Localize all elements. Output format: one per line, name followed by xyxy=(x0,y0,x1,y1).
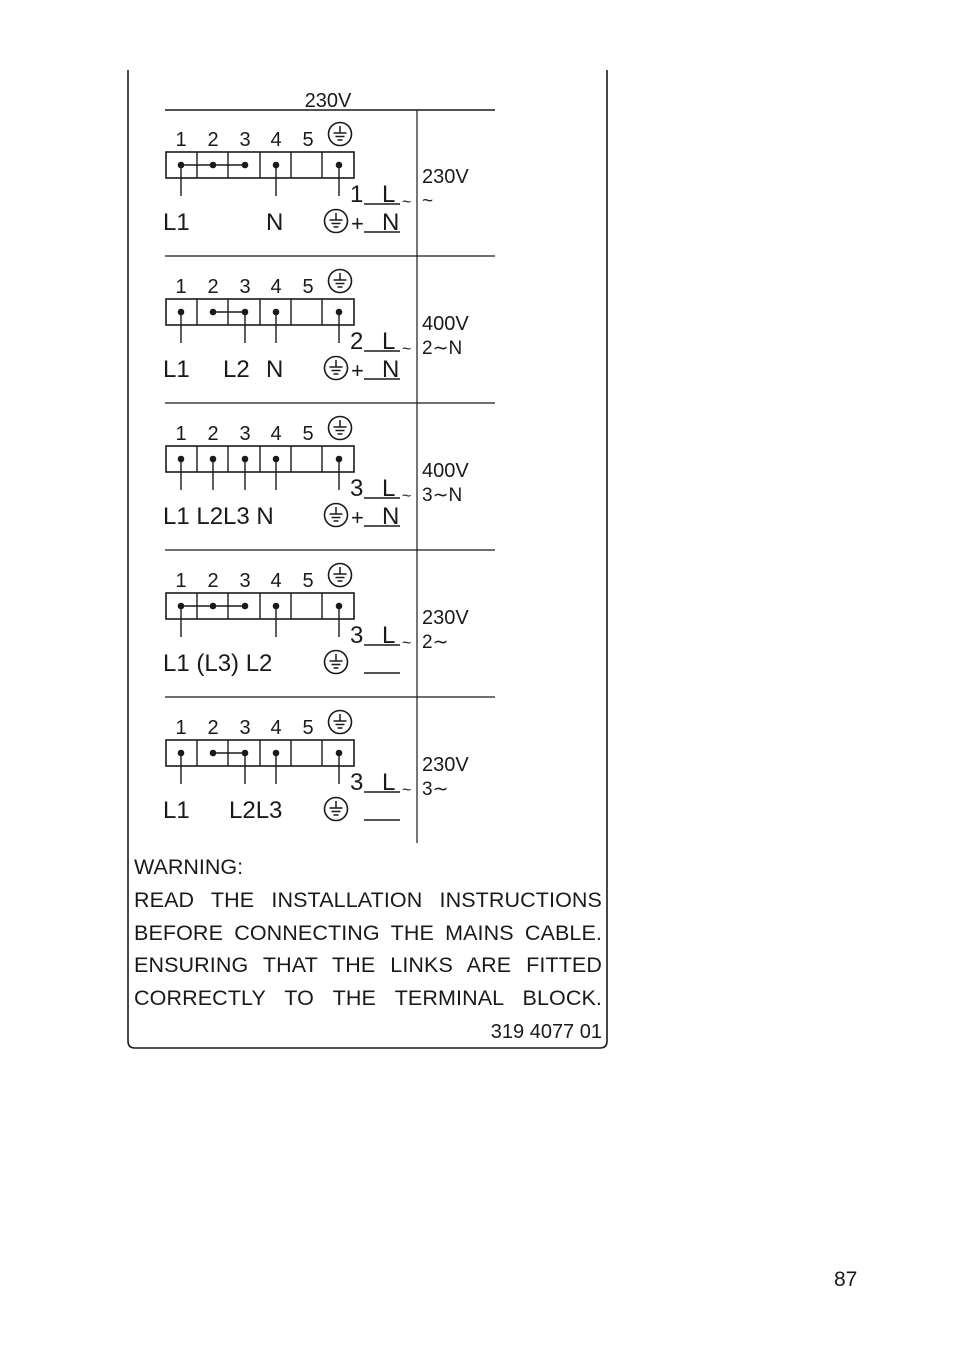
earth-ring xyxy=(329,123,352,146)
terminal-number: 2 xyxy=(207,570,219,592)
earth-ring xyxy=(329,417,352,440)
terminal-number: 4 xyxy=(270,423,282,445)
supply-tilde: ~ xyxy=(402,635,412,652)
phase-label: L2L3 xyxy=(229,797,283,824)
earth-symbol-icon xyxy=(329,123,352,146)
terminal-number: 4 xyxy=(270,570,282,592)
terminal-row-5 xyxy=(163,711,469,825)
phase-label: L1 L2L3 N xyxy=(163,503,274,530)
right-voltage: 400V xyxy=(422,460,469,482)
header-voltage: 230V xyxy=(304,90,352,112)
terminal-number: 2 xyxy=(207,717,219,739)
terminal-row-1 xyxy=(163,123,495,257)
earth-symbol-icon xyxy=(325,798,348,821)
terminal-row-2 xyxy=(163,270,495,404)
plus-sign: + xyxy=(351,211,364,236)
right-voltage: 230V xyxy=(422,754,469,776)
earth-symbol-icon xyxy=(325,504,348,527)
earth-symbol-icon xyxy=(325,210,348,233)
earth-ring xyxy=(325,798,348,821)
earth-symbol-icon xyxy=(329,564,352,587)
terminal-number: 3 xyxy=(239,570,251,592)
terminal-number: 5 xyxy=(302,717,314,739)
supply-tilde: ~ xyxy=(402,782,412,799)
terminal-number: 2 xyxy=(207,276,219,298)
supply-l-label: L xyxy=(382,181,396,208)
terminal-number: 1 xyxy=(175,276,187,298)
plus-sign: + xyxy=(351,358,364,383)
terminal-number: 3 xyxy=(239,276,251,298)
supply-l-label: L xyxy=(382,769,396,796)
supply-n-label: N xyxy=(382,503,400,530)
supply-phase-count: 2 xyxy=(350,328,364,355)
supply-n-label: N xyxy=(382,209,400,236)
earth-symbol-icon xyxy=(329,711,352,734)
terminal-number: 4 xyxy=(270,717,282,739)
terminal-number: 5 xyxy=(302,423,314,445)
page-number: 87 xyxy=(834,1268,858,1291)
phase-label: N xyxy=(266,356,284,383)
earth-symbol-icon xyxy=(325,357,348,380)
supply-tilde: ~ xyxy=(402,194,412,211)
terminal-number: 2 xyxy=(207,423,219,445)
warning-line-4: CORRECTLY TO THE TERMINAL BLOCK. xyxy=(134,985,602,1010)
plus-sign: + xyxy=(351,505,364,530)
phase-label: N xyxy=(266,209,284,236)
terminal-number: 5 xyxy=(302,570,314,592)
earth-ring xyxy=(325,357,348,380)
earth-ring xyxy=(329,564,352,587)
warning-line-1: READ THE INSTALLATION INSTRUCTIONS xyxy=(134,888,602,912)
supply-l-label: L xyxy=(382,622,396,649)
earth-symbol-icon xyxy=(329,417,352,440)
terminal-number: 5 xyxy=(302,129,314,151)
terminal-number: 1 xyxy=(175,423,187,445)
terminal-number: 4 xyxy=(270,129,282,151)
terminal-number: 5 xyxy=(302,276,314,298)
supply-phase-count: 1 xyxy=(350,181,364,208)
right-supply: 2∼ xyxy=(422,632,449,653)
earth-symbol-icon xyxy=(325,651,348,674)
supply-l-label: L xyxy=(382,328,396,355)
terminal-number: 3 xyxy=(239,717,251,739)
terminal-number: 3 xyxy=(239,129,251,151)
supply-tilde: ~ xyxy=(402,341,412,358)
supply-l-label: L xyxy=(382,475,396,502)
warning-title: WARNING: xyxy=(134,855,244,879)
warning-line-2: BEFORE CONNECTING THE MAINS CABLE. xyxy=(134,920,602,945)
supply-phase-count: 3 xyxy=(350,622,364,649)
phase-label: L1 xyxy=(163,797,190,824)
terminal-number: 1 xyxy=(175,129,187,151)
earth-ring xyxy=(325,504,348,527)
terminal-row-4 xyxy=(163,564,495,698)
right-supply: 3∼ xyxy=(422,779,449,800)
supply-phase-count: 3 xyxy=(350,475,364,502)
terminal-number: 3 xyxy=(239,423,251,445)
part-number: 319 4077 01 xyxy=(490,1021,602,1043)
right-voltage: 230V xyxy=(422,166,469,188)
supply-phase-count: 3 xyxy=(350,769,364,796)
phase-label: L1 xyxy=(163,209,190,236)
warning-line-3: ENSURING THAT THE LINKS ARE FITTED xyxy=(134,953,602,977)
earth-symbol-icon xyxy=(329,270,352,293)
right-voltage: 230V xyxy=(422,607,469,629)
earth-ring xyxy=(325,651,348,674)
terminal-number: 2 xyxy=(207,129,219,151)
supply-n-label: N xyxy=(382,356,400,383)
terminal-number: 1 xyxy=(175,717,187,739)
terminal-row-3 xyxy=(163,417,495,551)
earth-ring xyxy=(329,270,352,293)
terminal-number: 4 xyxy=(270,276,282,298)
supply-tilde: ~ xyxy=(402,488,412,505)
earth-ring xyxy=(325,210,348,233)
right-supply: 2∼N xyxy=(422,338,463,359)
right-supply: 3∼N xyxy=(422,485,463,506)
right-supply: ~ xyxy=(422,191,434,212)
phase-label: L1 xyxy=(163,356,190,383)
phase-label: L1 (L3) L2 xyxy=(163,650,273,677)
terminal-number: 1 xyxy=(175,570,187,592)
phase-label: L2 xyxy=(223,356,250,383)
right-voltage: 400V xyxy=(422,313,469,335)
earth-ring xyxy=(329,711,352,734)
